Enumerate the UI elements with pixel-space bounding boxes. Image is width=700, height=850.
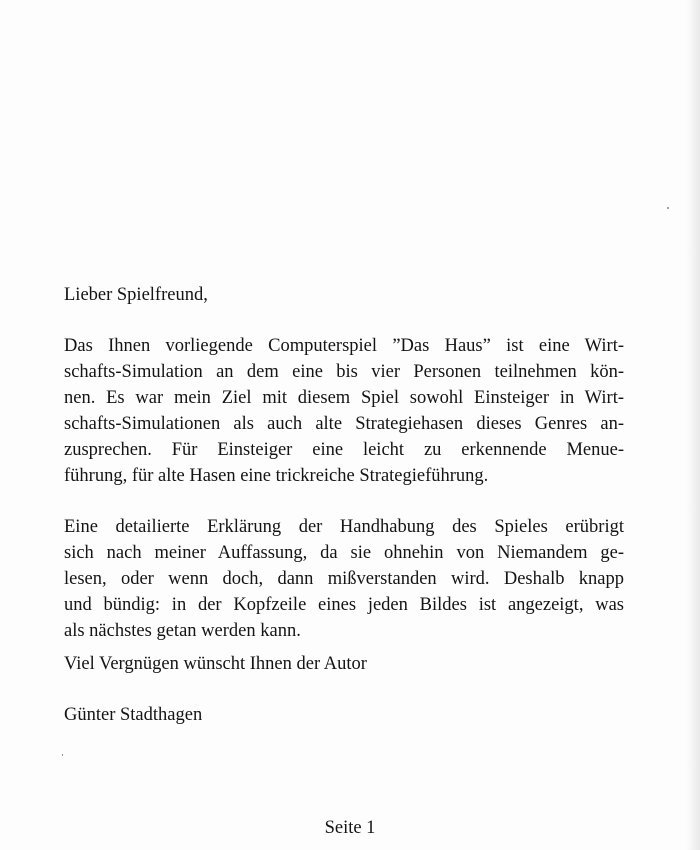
signature: Günter Stadthagen bbox=[64, 705, 203, 725]
paragraph-line: schafts-Simulation an dem eine bis vier Personen teilnehmen kön- bbox=[64, 362, 624, 382]
paragraph-line: zusprechen. Für Einsteiger eine leicht zu erkennende Menue- bbox=[64, 440, 624, 460]
paragraph-line: sich nach meiner Auffassung, da sie ohnehin von Niemandem ge- bbox=[64, 543, 624, 563]
paragraph-line: schafts-Simulationen als auch alte Strategiehasen dieses Genres an- bbox=[64, 414, 624, 434]
paragraph-line: als nächstes getan werden kann. bbox=[64, 621, 301, 641]
page-edge-shadow bbox=[686, 0, 700, 850]
paragraph-line: Das Ihnen vorliegende Computerspiel ”Das Haus” ist eine Wirt- bbox=[64, 336, 624, 356]
scan-speck bbox=[667, 207, 669, 209]
paragraph-line: lesen, oder wenn doch, dann mißverstanden wird. Deshalb knapp bbox=[64, 569, 624, 589]
closing-line: Viel Vergnügen wünscht Ihnen der Autor bbox=[64, 654, 367, 674]
paragraph-intro bbox=[64, 333, 624, 489]
paragraph-line: führung, für alte Hasen eine trickreiche Strategieführung. bbox=[64, 466, 489, 486]
scan-speck bbox=[62, 754, 63, 756]
paragraph-instructions bbox=[64, 514, 624, 644]
letter-body bbox=[64, 282, 624, 677]
salutation: Lieber Spielfreund, bbox=[64, 285, 208, 305]
paragraph-line: und bündig: in der Kopfzeile eines jeden Bildes ist angezeigt, was bbox=[64, 595, 624, 615]
paragraph-line: Eine detailierte Erklärung der Handhabung des Spieles erübrigt bbox=[64, 517, 624, 537]
paragraph-line: nen. Es war mein Ziel mit diesem Spiel sowohl Einsteiger in Wirt- bbox=[64, 388, 624, 408]
page-number: Seite 1 bbox=[324, 818, 376, 838]
